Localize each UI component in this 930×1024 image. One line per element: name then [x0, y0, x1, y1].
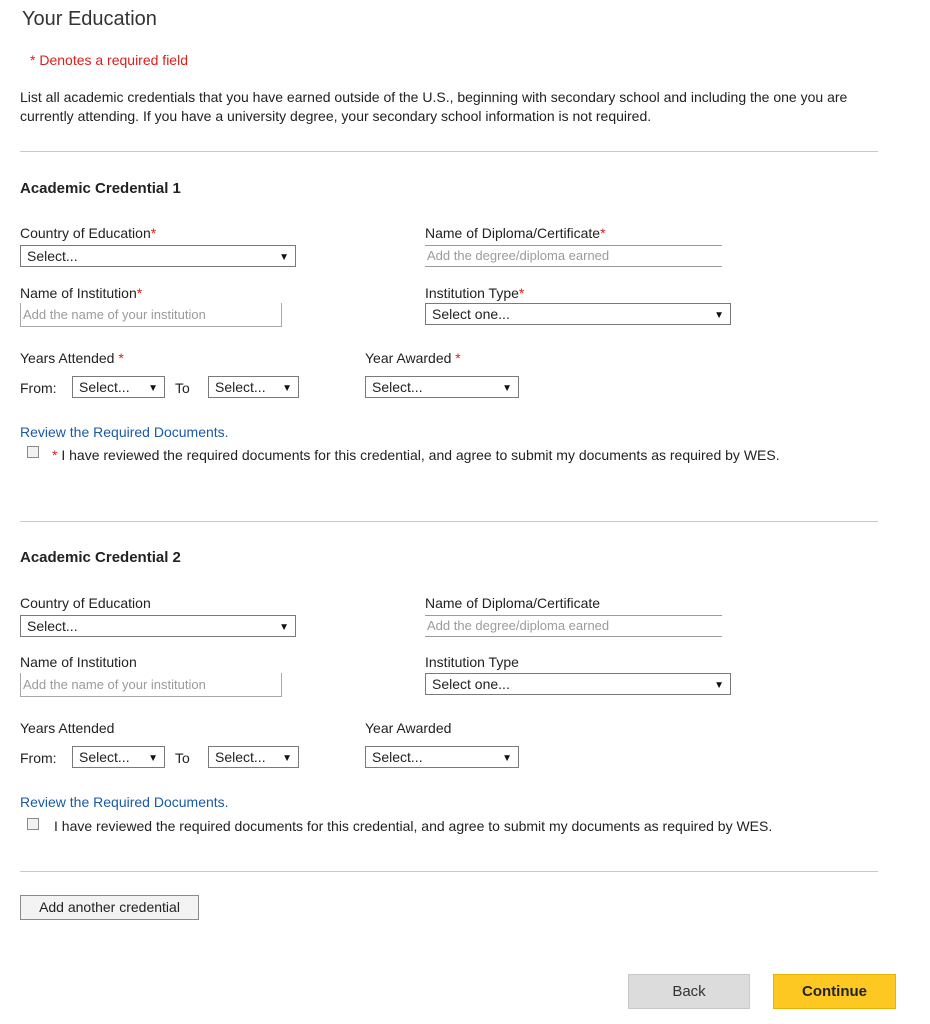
chevron-down-icon: ▼: [502, 383, 512, 394]
from-label: From:: [20, 750, 57, 766]
country-label: Country of Education: [20, 595, 151, 611]
institution-type-select[interactable]: Select one... ▼: [425, 673, 731, 695]
agree-text: * I have reviewed the required documents for this credential, and agree to submit my documents as required by WES.: [52, 447, 780, 463]
review-documents-link[interactable]: Review the Required Documents.: [20, 424, 229, 440]
divider: [20, 151, 878, 152]
from-label: From:: [20, 380, 57, 396]
institution-type-select[interactable]: Select one... ▼: [425, 303, 731, 325]
institution-input[interactable]: Add the name of your institution: [20, 673, 282, 697]
institution-input[interactable]: Add the name of your institution: [20, 303, 282, 327]
back-button[interactable]: Back: [628, 974, 750, 1009]
from-year-select[interactable]: Select... ▼: [72, 376, 165, 398]
to-year-select[interactable]: Select... ▼: [208, 376, 299, 398]
years-attended-label: Years Attended *: [20, 350, 124, 366]
add-credential-button[interactable]: Add another credential: [20, 895, 199, 920]
credential-2-heading: Academic Credential 2: [20, 549, 181, 566]
years-attended-label: Years Attended: [20, 720, 115, 736]
year-awarded-label: Year Awarded: [365, 720, 452, 736]
to-year-select[interactable]: Select... ▼: [208, 746, 299, 768]
to-label: To: [175, 750, 190, 766]
divider: [20, 871, 878, 872]
divider: [20, 521, 878, 522]
chevron-down-icon: ▼: [282, 383, 292, 394]
diploma-label: Name of Diploma/Certificate: [425, 595, 601, 611]
chevron-down-icon: ▼: [279, 252, 289, 263]
agree-checkbox[interactable]: [27, 818, 39, 830]
chevron-down-icon: ▼: [714, 680, 724, 691]
diploma-label: Name of Diploma/Certificate*: [425, 225, 606, 241]
diploma-input[interactable]: Add the degree/diploma earned: [425, 245, 722, 267]
required-star: *: [30, 52, 36, 68]
country-select[interactable]: Select... ▼: [20, 245, 296, 267]
country-label: Country of Education*: [20, 225, 157, 241]
year-awarded-label: Year Awarded *: [365, 350, 461, 366]
credential-1-heading: Academic Credential 1: [20, 180, 181, 197]
diploma-input[interactable]: Add the degree/diploma earned: [425, 615, 722, 637]
institution-label: Name of Institution*: [20, 285, 143, 301]
page-title: Your Education: [22, 8, 157, 30]
review-documents-link[interactable]: Review the Required Documents.: [20, 794, 229, 810]
country-select[interactable]: Select... ▼: [20, 615, 296, 637]
chevron-down-icon: ▼: [279, 622, 289, 633]
continue-button[interactable]: Continue: [773, 974, 896, 1009]
year-awarded-select[interactable]: Select... ▼: [365, 746, 519, 768]
from-year-select[interactable]: Select... ▼: [72, 746, 165, 768]
chevron-down-icon: ▼: [148, 383, 158, 394]
chevron-down-icon: ▼: [282, 753, 292, 764]
chevron-down-icon: ▼: [502, 753, 512, 764]
institution-type-label: Institution Type*: [425, 285, 525, 301]
chevron-down-icon: ▼: [148, 753, 158, 764]
required-note: * Denotes a required field: [30, 52, 188, 68]
intro-text: List all academic credentials that you have earned outside of the U.S., beginning with secondary school and including the one you are currently attending. If you have a university degree, your secondary school information is not required.: [20, 89, 848, 124]
chevron-down-icon: ▼: [714, 310, 724, 321]
agree-text: I have reviewed the required documents for this credential, and agree to submit my documents as required by WES.: [54, 818, 773, 834]
institution-type-label: Institution Type: [425, 654, 519, 670]
year-awarded-select[interactable]: Select... ▼: [365, 376, 519, 398]
to-label: To: [175, 380, 190, 396]
institution-label: Name of Institution: [20, 654, 137, 670]
